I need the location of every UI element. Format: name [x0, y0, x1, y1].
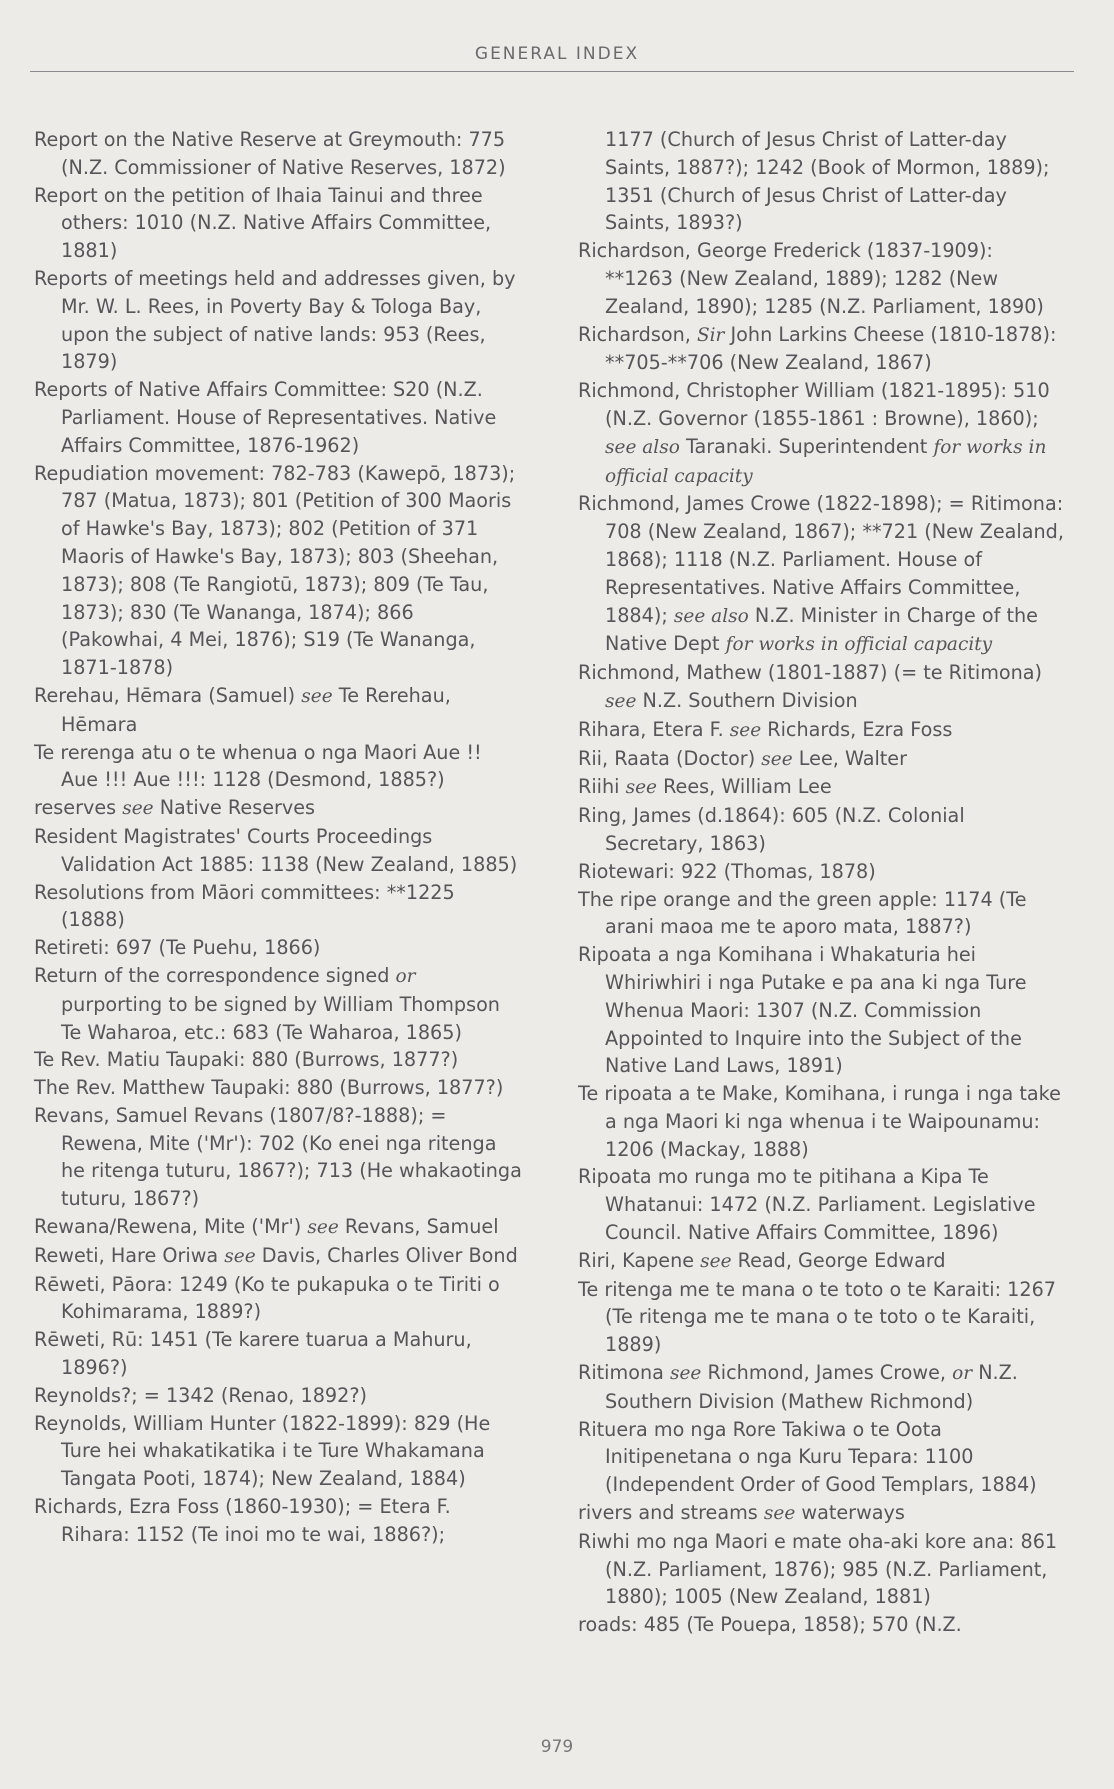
- index-entry: Revans, Samuel Revans (1807/8?-1888); = Rewena, Mite ('Mr'): 702 (Ko enei nga ritenga he ritenga tuturu, 1867?); 713 (He whakaotinga tuturu, 1867?): [34, 1103, 522, 1211]
- index-entry: Reynolds, William Hunter (1822-1899): 829 (He Ture hei whakatikatika i te Ture Whakamana Tangata Pooti, 1874); New Zealand, 1884): [34, 1411, 491, 1491]
- index-entry: The ripe orange and the green apple: 1174 (Te arani maoa me te aporo mata, 1887?): [578, 887, 1027, 939]
- index-entry: Riwhi mo nga Maori e mate oha-aki kore ana: 861 (N.Z. Parliament, 1876); 985 (N.Z. Parliament, 1880); 1005 (New Zealand, 1881): [578, 1529, 1058, 1609]
- index-entry: Ripoata a nga Komihana i Whakaturia hei Whiriwhiri i nga Putake e pa ana ki nga Ture Whenua Maori: 1307 (N.Z. Commission Appointed to Inquire into the Subject of the Native Land Laws, 1891): [578, 943, 1027, 1078]
- cross-reference-term: see: [761, 748, 793, 770]
- index-column-right: [578, 126, 1066, 1639]
- index-entry: Rii, Raata (Doctor) see Lee, Walter: [578, 746, 907, 770]
- index-entry: Return of the correspondence signed or purporting to be signed by William Thompson Te Waharoa, etc.: 683 (Te Waharoa, 1865): [34, 963, 500, 1044]
- cross-reference-term: or: [952, 1363, 973, 1385]
- index-entry: Richmond, Mathew (1801-1887) (= te Ritimona) see N.Z. Southern Division: [578, 661, 1043, 712]
- index-entry: Reweti, Hare Oriwa see Davis, Charles Oliver Bond: [34, 1243, 518, 1267]
- cross-reference-term: see also: [673, 605, 749, 627]
- cross-reference-term: see: [122, 798, 154, 820]
- index-entry: Te Rev. Matiu Taupaki: 880 (Burrows, 1877?): [34, 1048, 459, 1072]
- index-entry: Resident Magistrates' Courts Proceedings Validation Act 1885: 1138 (New Zealand, 1885): [34, 824, 518, 876]
- index-entry: Repudiation movement: 782-783 (Kawepō, 1873); 787 (Matua, 1873); 801 (Petition of 300 Maoris of Hawke's Bay, 1873); 802 (Petition of 371 Maoris of Hawke's Bay, 1873); 803 (Sheehan, 1873); 808 (Te Rangiotū, 1873); 809 (Te Tau, 1873); 830 (Te Wananga, 1874); 866 (Pakowhai, 4 Mei, 1876); S19 (Te Wananga, 1871-1878): [34, 461, 516, 680]
- index-entry: roads: 485 (Te Pouepa, 1858); 570 (N.Z.: [578, 1613, 962, 1637]
- running-head: GENERAL INDEX: [474, 44, 640, 64]
- header-rule: [30, 71, 1074, 72]
- index-entry: Te rerenga atu o te whenua o nga Maori Aue !! Aue !!! Aue !!!: 1128 (Desmond, 1885?): [34, 740, 482, 792]
- cross-reference-term: see: [763, 1503, 796, 1525]
- index-entry-continuation: 1177 (Church of Jesus Christ of Latter-day Saints, 1887?); 1242 (Book of Mormon, 1889); 1351 (Church of Jesus Christ of Latter-day Saints, 1893?): [605, 128, 1050, 235]
- index-entry: Ring, James (d.1864): 605 (N.Z. Colonial Secretary, 1863): [578, 804, 965, 855]
- index-entry: Ripoata mo runga mo te pitihana a Kipa Te Whatanui: 1472 (N.Z. Parliament. Legislative Council. Native Affairs Committee, 1896): [578, 1165, 1036, 1245]
- index-entry: Ritimona see Richmond, James Crowe, or N.Z. Southern Division (Mathew Richmond): [578, 1361, 1018, 1413]
- index-entry: rivers and streams see waterways: [578, 1501, 905, 1525]
- cross-reference-term: or: [395, 965, 416, 987]
- index-entry: Riri, Kapene see Read, George Edward: [578, 1248, 946, 1272]
- index-entry: Richmond, James Crowe (1822-1898); = Ritimona: 708 (New Zealand, 1867); **721 (New Zealand, 1868); 1118 (N.Z. Parliament. House of Representatives. Native Affairs Committee, 1884); see also N.Z. Minister in Charge of the Native Dept for works in official capacity: [578, 492, 1064, 656]
- index-entry: Richardson, George Frederick (1837-1909): **1263 (New Zealand, 1889); 1282 (New Zealand, 1890); 1285 (N.Z. Parliament, 1890): [578, 239, 1044, 318]
- cross-reference-term: see also: [605, 436, 680, 458]
- cross-reference-term: see: [700, 1250, 732, 1272]
- cross-reference-term: see: [625, 777, 657, 799]
- index-entry: Rihara, Etera F. see Richards, Ezra Foss: [578, 717, 953, 741]
- index-entry: Reynolds?; = 1342 (Renao, 1892?): [34, 1383, 368, 1407]
- cross-reference-term: see: [729, 719, 762, 741]
- index-entry: Rēweti, Pāora: 1249 (Ko te pukapuka o te Tiriti o Kohimarama, 1889?): [34, 1272, 500, 1324]
- index-entry: Rēweti, Rū: 1451 (Te karere tuarua a Mahuru, 1896?): [34, 1328, 472, 1380]
- index-entry: Richards, Ezra Foss (1860-1930); = Etera F. Rihara: 1152 (Te inoi mo te wai, 1886?);: [34, 1495, 451, 1546]
- index-entry: Report on the Native Reserve at Greymouth: 775 (N.Z. Commissioner of Native Reserves, 1872): [34, 128, 506, 179]
- index-entry: Reports of meetings held and addresses given, by Mr. W. L. Rees, in Poverty Bay & Tologa Bay, upon the subject of native lands: 953 (Rees, 1879): [34, 266, 516, 374]
- cross-reference-term: see: [605, 690, 637, 712]
- index-entry: Richardson, Sir John Larkins Cheese (1810-1878): **705-**706 (New Zealand, 1867): [578, 322, 1057, 375]
- cross-reference-term: see: [307, 1217, 339, 1239]
- index-entry: The Rev. Matthew Taupaki: 880 (Burrows, 1877?): [34, 1076, 504, 1100]
- cross-reference-term: for works in official capacity: [725, 634, 993, 656]
- index-entry: Riotewari: 922 (Thomas, 1878): [578, 859, 876, 883]
- index-entry: Retireti: 697 (Te Puehu, 1866): [34, 936, 321, 960]
- index-entry: Report on the petition of Ihaia Tainui and three others: 1010 (N.Z. Native Affairs Committee, 1881): [34, 183, 492, 263]
- cross-reference-term: see: [301, 685, 333, 707]
- cross-reference-term: for works in official capacity: [605, 436, 1047, 487]
- index-entry: Reports of Native Affairs Committee: S20 (N.Z. Parliament. House of Representatives. Native Affairs Committee, 1876-1962): [34, 378, 497, 457]
- index-entry: Te ritenga me te mana o te toto o te Karaiti: 1267 (Te ritenga me te mana o te toto o te Karaiti, 1889): [578, 1277, 1056, 1357]
- cross-reference-term: see: [224, 1245, 256, 1267]
- index-entry: reserves see Native Reserves: [34, 796, 316, 820]
- index-entry: Rituera mo nga Rore Takiwa o te Oota Initipenetana o nga Kuru Tepara: 1100 (Independent Order of Good Templars, 1884): [578, 1417, 1037, 1497]
- cross-reference-term: Sir: [696, 324, 725, 346]
- index-entry: Resolutions from Māori committees: **1225 (1888): [34, 880, 455, 932]
- cross-reference-term: see: [669, 1363, 702, 1385]
- index-entry: Riihi see Rees, William Lee: [578, 775, 832, 799]
- index-column-left: [34, 126, 522, 1549]
- page-number: 979: [540, 1737, 574, 1757]
- index-entry: Rewana/Rewena, Mite ('Mr') see Revans, Samuel: [34, 1215, 499, 1239]
- index-entry: Richmond, Christopher William (1821-1895): 510 (N.Z. Governor (1855-1861 : Browne), 1860); see also Taranaki. Superintendent for works in official capacity: [578, 379, 1050, 487]
- index-entry: Te ripoata a te Make, Komihana, i runga i nga take a nga Maori ki nga whenua i te Waipounamu: 1206 (Mackay, 1888): [578, 1082, 1061, 1161]
- index-entry: Rerehau, Hēmara (Samuel) see Te Rerehau, Hēmara: [34, 683, 451, 736]
